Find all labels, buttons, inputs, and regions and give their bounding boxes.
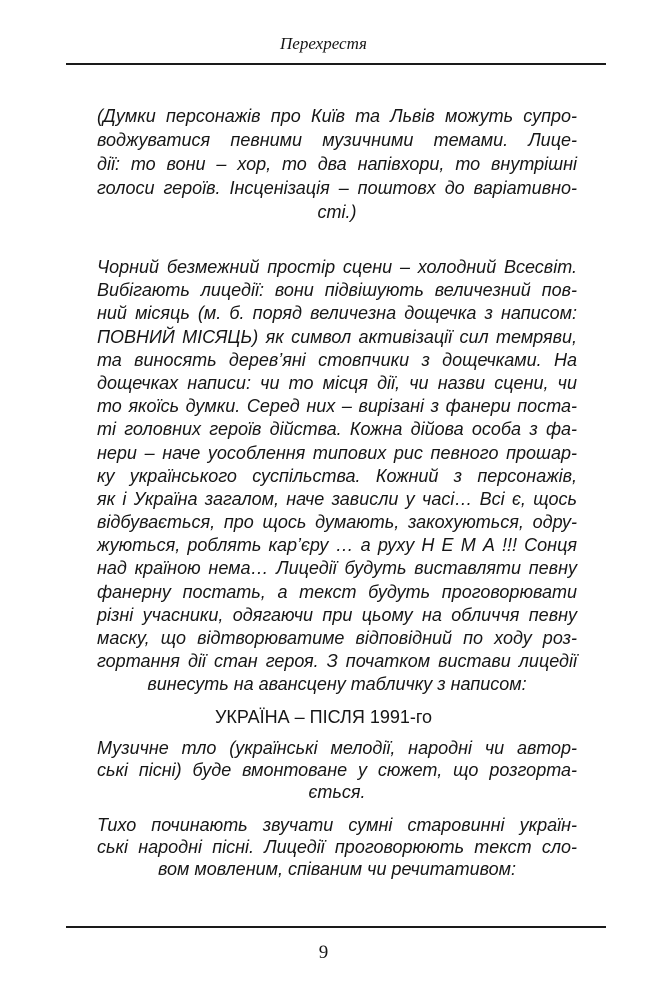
text-line: фанерну постать, а текст будуть проговорювати <box>97 581 577 602</box>
text-line: ний місяць (м. б. поряд величезна дощечка з написом: <box>97 303 577 324</box>
text-line: відбувається, про щось думають, закохуються, одру- <box>97 512 577 533</box>
text-line: дощечках написи: чи то місця дії, чи назви сцени, чи <box>97 372 577 393</box>
text-line: винесуть на авансцену табличку з написом: <box>147 674 527 695</box>
text-line: (Думки персонажів про Київ та Львів можуть супро- <box>97 106 577 126</box>
text-line: ється. <box>308 782 366 802</box>
text-line: Чорний безмежний простір сцени – холодний Всесвіт. <box>97 257 577 277</box>
text-line: дії: то вони – хор, то два напівхори, то внутрішні <box>97 154 577 174</box>
text-line: як і Україна загалом, наче зависли у часі… Всі є, щось <box>97 488 577 509</box>
paragraph-songs <box>97 814 577 880</box>
running-head-title: Перехрестя <box>280 34 367 53</box>
text-line: ські пісні) буде вмонтоване у сюжет, що розгорта- <box>97 760 577 780</box>
text-line: жуються, роблять кар’єру … а руху Н Е М А !!! Сонця <box>97 535 577 556</box>
text-line: над країною нема… Лицедії будуть виставляти певну <box>97 558 577 579</box>
text-line: ПОВНИЙ МІСЯЦЬ) як символ активізації сил темряви, <box>97 326 577 347</box>
header-rule <box>66 63 606 65</box>
paragraph-stage-note <box>97 104 577 224</box>
text-line: маску, що відтворюватиме відповідний по ходу роз- <box>97 628 577 648</box>
text-line: Музичне тло (українські мелодії, народні чи автор- <box>97 738 577 758</box>
text-line: та виносять дерев’яні стовпчики з дощечками. На <box>97 349 577 370</box>
paragraph-music <box>97 737 577 803</box>
text-line: вом мовленим, співаним чи речитативом: <box>158 859 516 879</box>
footer-rule <box>66 926 606 928</box>
text-line: Тихо починають звучати сумні старовинні україн- <box>97 815 577 835</box>
text-line: сті.) <box>317 202 357 222</box>
text-line: різні учасники, одягаючи при цьому на обличчя певну <box>97 604 577 625</box>
text-line: ські народні пісні. Лицедії проговорюють текст сло- <box>97 837 577 857</box>
text-line: ті головних героїв дійства. Кожна дійова особа з фа- <box>97 419 577 440</box>
paragraph-stage-description <box>97 256 577 697</box>
text-line: Вибігають лицедії: вони підвішують величезний пов- <box>97 280 577 301</box>
text-line: то якоїсь думки. Серед них – вирізані з фанери поста- <box>97 396 577 417</box>
text-line: воджуватися певними музичними темами. Лице- <box>97 130 577 150</box>
text-line: ку українського суспільства. Кожний з персонажів, <box>97 465 577 486</box>
text-line: нери – наче уособлення типових рис певного прошар- <box>97 442 577 463</box>
text-line: голоси героїв. Інсценізація – поштовх до варіативно- <box>97 178 577 198</box>
page-number: 9 <box>318 942 329 963</box>
text-line: гортання дії стан героя. З початком вистави лицедії <box>97 651 577 672</box>
sign-text: УКРАЇНА – ПІСЛЯ 1991-го <box>214 707 433 727</box>
